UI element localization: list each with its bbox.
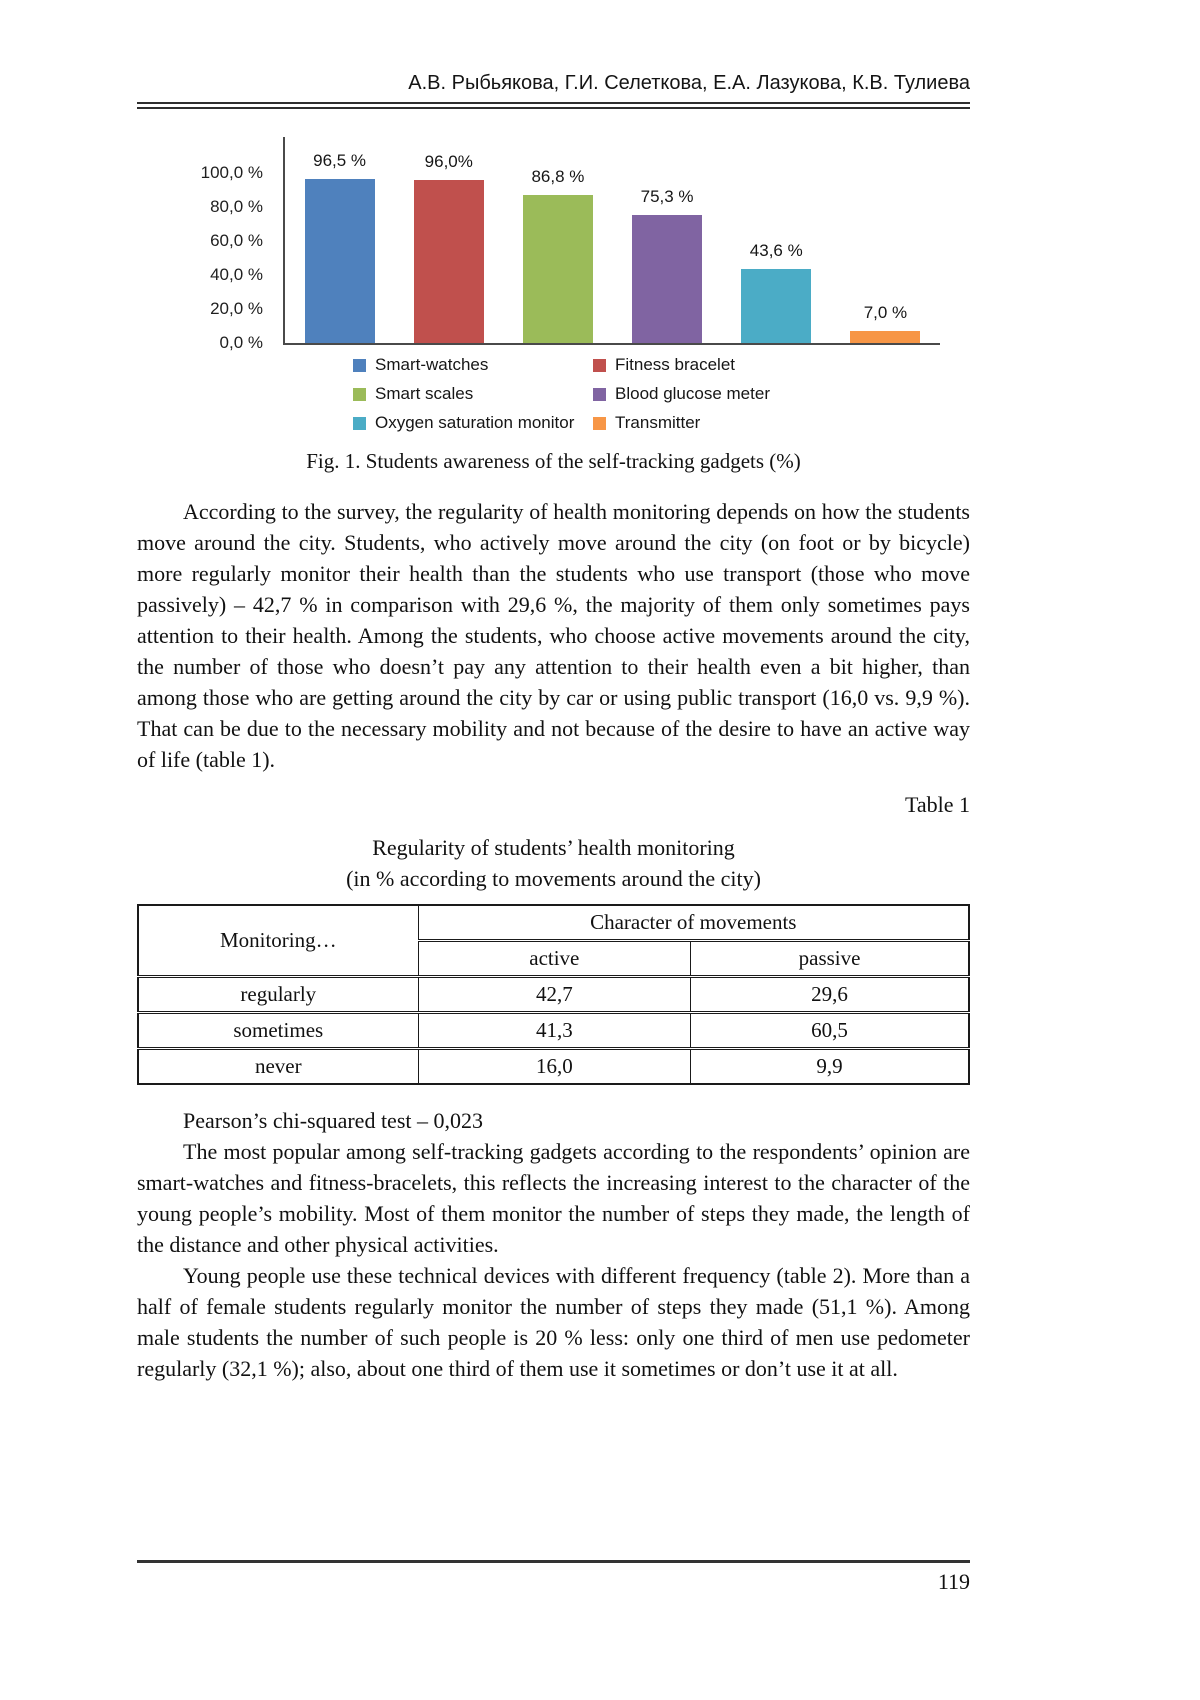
table-cell: 16,0 — [418, 1049, 691, 1085]
table-header-active: active — [418, 941, 691, 977]
legend-item — [353, 413, 593, 433]
table-header-group: Character of movements — [418, 905, 969, 941]
y-axis-tick-label: 60,0 % — [210, 231, 263, 250]
bar-fitness-bracelet — [414, 180, 484, 343]
table-header-row-1 — [138, 905, 969, 941]
legend-label: Oxygen saturation monitor — [375, 413, 575, 432]
table-cell: 41,3 — [418, 1013, 691, 1049]
legend-item — [353, 384, 593, 404]
bar-value-label: 86,8 % — [531, 167, 585, 187]
y-axis-tick-label: 20,0 % — [210, 299, 263, 318]
bar-cell — [503, 137, 612, 343]
chart-graphic — [137, 137, 940, 352]
paragraph: Young people use these technical devices with different frequency (table 2). More than a half of female students regularly monitor the number of steps they made (51,1 %). Among male students the number of such people is 20 % less: only one third of men use pedometer regularly (32,1 %); also, about one third of them use it sometimes or don’t use it at all. — [137, 1263, 970, 1381]
table-cell: 60,5 — [691, 1013, 969, 1049]
bar-oxygen-saturation-monitor — [741, 269, 811, 343]
table-cell: sometimes — [138, 1013, 418, 1049]
legend-label: Fitness bracelet — [615, 355, 735, 374]
page-number: 119 — [937, 1569, 970, 1594]
table-row — [138, 1049, 969, 1085]
page-footer — [137, 1560, 970, 1595]
paragraph: The most popular among self-tracking gadgets according to the respondents’ opinion are smart-watches and fitness-bracelets, this reflects the increasing interest to the character of the young people’s mobility. Most of them monitor the number of steps they made, the length of the distance and other physical activities. — [137, 1139, 970, 1257]
bar-cell — [831, 137, 940, 343]
legend-marker-icon — [593, 359, 606, 372]
bar-smart-scales — [523, 195, 593, 343]
figure-caption: Fig. 1. Students awareness of the self-tracking gadgets (%) — [306, 449, 801, 473]
table-header-passive: passive — [691, 941, 969, 977]
table-title-line1: Regularity of students’ health monitoring — [372, 835, 735, 860]
chart-y-axis — [137, 137, 273, 352]
table-cell: never — [138, 1049, 418, 1085]
legend-marker-icon — [593, 388, 606, 401]
chart-legend — [353, 355, 943, 433]
legend-marker-icon — [593, 417, 606, 430]
table-cell: 29,6 — [691, 977, 969, 1013]
y-axis-tick-label: 80,0 % — [210, 197, 263, 216]
bar-value-label: 96,0% — [424, 151, 473, 171]
header-authors: А.В. Рыбьякова, Г.И. Селеткова, Е.А. Лазукова, К.В. Тулиева — [408, 72, 970, 94]
legend-item — [593, 413, 943, 433]
chart-plot — [283, 137, 940, 345]
bar-value-label: 7,0 % — [863, 303, 908, 323]
pearson-line: Pearson’s chi-squared test – 0,023 — [183, 1108, 483, 1133]
legend-item — [593, 384, 943, 404]
bar-value-label: 75,3 % — [640, 187, 694, 206]
legend-marker-icon — [353, 388, 366, 401]
table-label: Table 1 — [904, 792, 970, 817]
table-title — [137, 832, 970, 894]
legend-label: Transmitter — [615, 413, 701, 432]
paragraph: According to the survey, the regularity of health monitoring depends on how the students move around the city. Students, who actively move around the city (on foot or by bicycle) more regularly monitor their health than the students who use transport (those who move passively) – 42,7 % in comparison with 29,6 %, the majority of them only sometimes pays attention to their health. Among the students, who choose active movements around the city, the number of those who doesn’t pay any attention to their health even a bit higher, than among those who are getting around the city by car or using public transport (16,0 vs. 9,9 %). That can be due to the necessary mobility and not because of the desire to have an active way of life (table 1). — [137, 499, 970, 772]
table-cell: 9,9 — [691, 1049, 969, 1085]
figure-1-chart — [137, 137, 970, 474]
table-row — [138, 1013, 969, 1049]
bar-value-label: 96,5 % — [313, 150, 367, 170]
footer-rule — [137, 1560, 970, 1563]
legend-label: Blood glucose meter — [615, 384, 770, 403]
table1-body — [138, 977, 969, 1085]
body-text — [137, 496, 970, 1384]
legend-label: Smart scales — [375, 384, 474, 403]
page-content — [137, 0, 970, 1384]
bar-blood-glucose-meter — [632, 215, 702, 343]
table-row — [138, 977, 969, 1013]
y-axis-tick-label: 40,0 % — [210, 265, 263, 284]
legend-marker-icon — [353, 359, 366, 372]
legend-label: Smart-watches — [375, 355, 489, 374]
table-cell: 42,7 — [418, 977, 691, 1013]
table-1 — [137, 904, 970, 1085]
bar-transmitter — [850, 331, 920, 343]
table-cell: regularly — [138, 977, 418, 1013]
legend-item — [593, 355, 943, 375]
bar-value-label: 43,6 % — [749, 240, 803, 260]
header-rule — [137, 102, 970, 109]
y-axis-tick-label: 0,0 % — [219, 333, 263, 352]
legend-item — [353, 355, 593, 375]
table-title-line2: (in % according to movements around the city) — [346, 866, 761, 891]
legend-marker-icon — [353, 417, 366, 430]
y-axis-tick-label: 100,0 % — [200, 163, 263, 182]
bar-smart-watches — [305, 179, 375, 343]
table-header-monitoring: Monitoring… — [138, 905, 418, 977]
